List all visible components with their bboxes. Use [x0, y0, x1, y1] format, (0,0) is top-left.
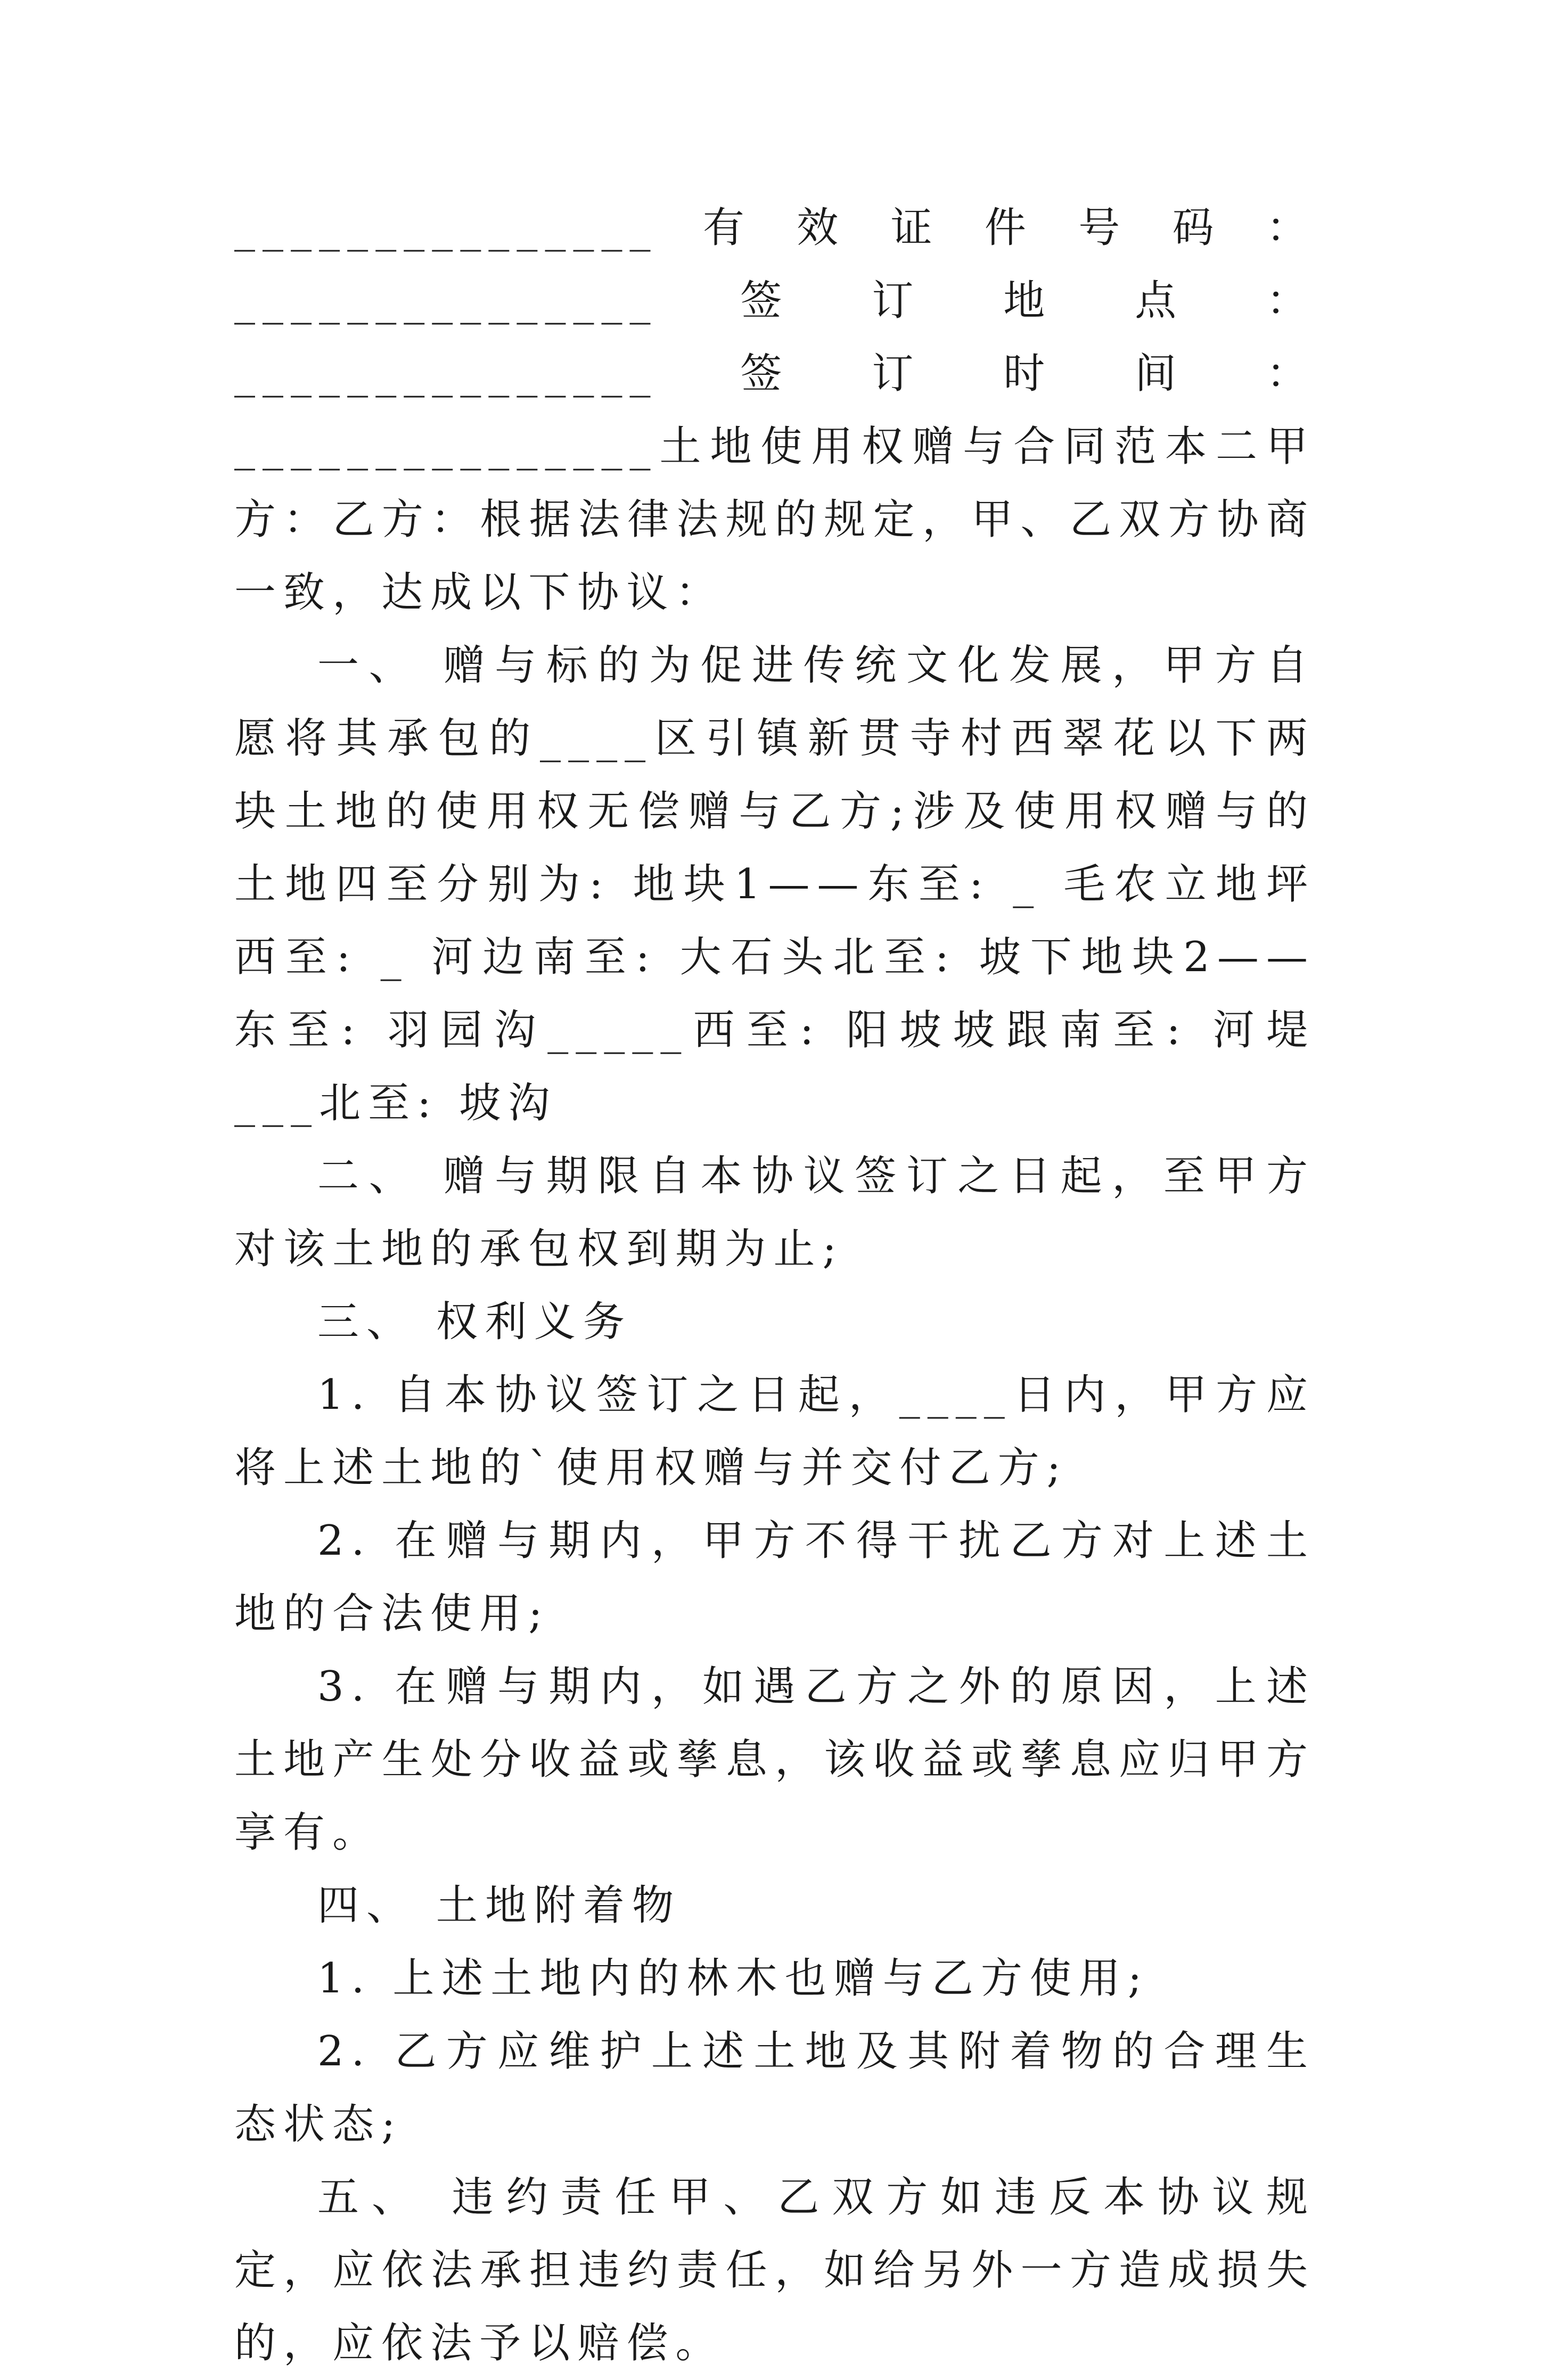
paragraph-clause-4-item-2: 2. 乙方应维护上述土地及其附着物的合理生态状态; — [234, 2028, 1315, 2148]
paragraph-intro: _______________有效证件号码：_______________签订地点：_______________签订时间：_______________土地使用权赠与合同范本二甲方：乙方：根据法律法规的规定，甲、乙双方协商一致，达成以下协议： — [234, 204, 1315, 617]
paragraph-clause-4-heading: 四、 土地附着物 — [317, 1882, 682, 1930]
paragraph-clause-1: 一、 赠与标的为促进传统文化发展，甲方自愿将其承包的____区引镇新贯寺村西翠花以下两块土地的使用权无偿赠与乙方;涉及使用权赠与的土地四至分别为: 地块1——东至: _ 毛农立地坪西至: _ 河边南至: 大石头北至: 坡下地块2——东至: 羽园沟_____西至: 阳坡坡跟南至: 河堤 ___北至: 坡沟 — [234, 642, 1315, 1127]
paragraph-clause-2: 二、 赠与期限自本协议签订之日起，至甲方对该土地的承包权到期为止; — [234, 1152, 1315, 1273]
paragraph-clause-3-item-2: 2. 在赠与期内，甲方不得干扰乙方对上述土地的合法使用; — [234, 1517, 1315, 1638]
paragraph-clause-5: 五、 违约责任甲、乙双方如违反本协议规定，应依法承担违约责任，如给另外一方造成损失的，应依法予以赔偿。 — [234, 2173, 1315, 2367]
paragraph-clause-4-item-1: 1. 上述土地内的林木也赠与乙方使用; — [317, 1955, 1150, 2003]
document-body — [234, 192, 1315, 2380]
paragraph-clause-3-heading: 三、 权利义务 — [317, 1298, 633, 1346]
paragraph-clause-3-item-3: 3. 在赠与期内，如遇乙方之外的原因，上述土地产生处分收益或孳息，该收益或孳息应归甲方享有。 — [234, 1663, 1315, 1857]
paragraph-clause-3-item-1: 1. 自本协议签订之日起，____日内，甲方应将上述土地的`使用权赠与并交付乙方; — [234, 1371, 1315, 1492]
